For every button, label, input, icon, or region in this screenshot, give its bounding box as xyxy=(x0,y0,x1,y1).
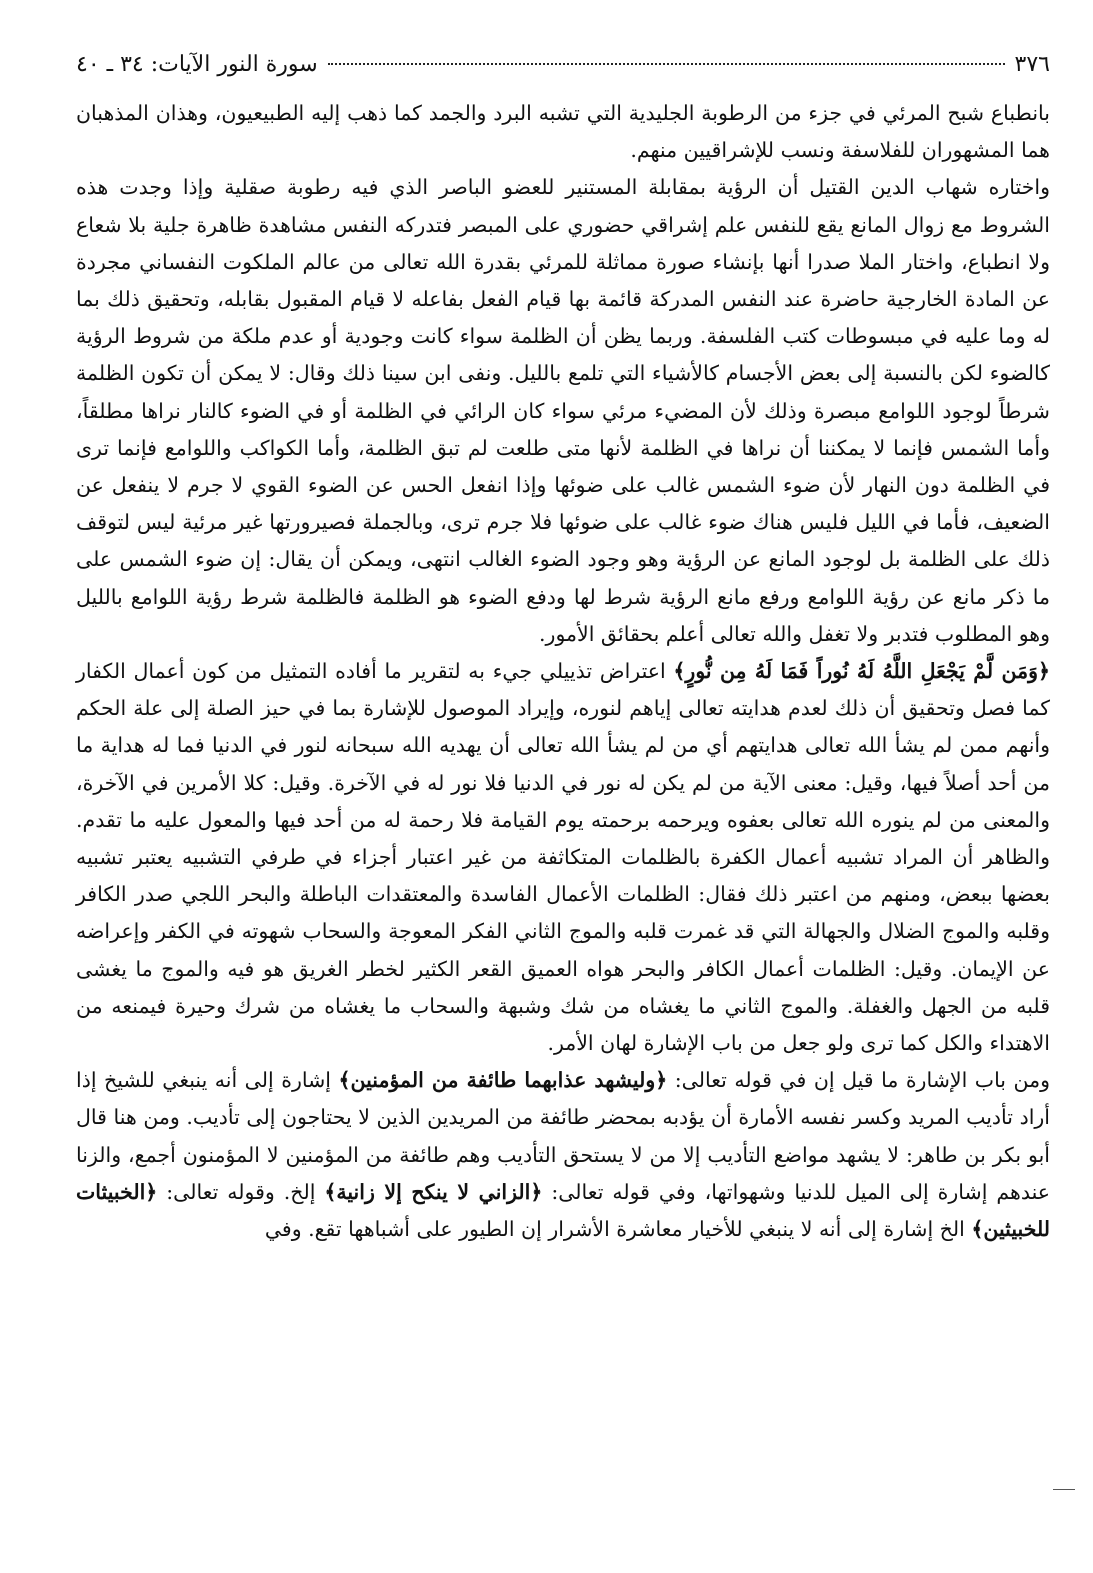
book-page xyxy=(76,52,1050,1248)
paragraph-text: ومن باب الإشارة ما قيل إن في قوله تعالى: xyxy=(667,1068,1050,1093)
paragraph: واختاره شهاب الدين القتيل أن الرؤية بمقابلة المستنير للعضو الباصر الذي فيه رطوبة صقلية وإذا وجدت هذه الشروط مع زوال المانع يقع للنفس علم إشراقي حضوري على المبصر فتدركه النفس مشاهدة ظاهرة جلية بلا شعاع ولا انطباع، واختار الملا صدرا أنها بإنشاء صورة مماثلة للمرئي بقدرة الله تعالى من عالم الملكوت النفساني مجردة عن المادة الخارجية حاضرة عند النفس المدركة قائمة بها قيام الفعل بفاعله لا قيام المقبول بقابله، وتحقيق ذلك بما له وما عليه في مبسوطات كتب الفلسفة. وربما يظن أن الظلمة سواء كانت وجودية أو عدم ملكة من شروط الرؤية كالضوء لكن بالنسبة إلى بعض الأجسام كالأشياء التي تلمع بالليل. ونفى ابن سينا ذلك وقال: لا يمكن أن تكون الظلمة شرطاً لوجود اللوامع مبصرة وذلك لأن المضيء مرئي سواء كان الرائي في الظلمة أو في الضوء كالنار نراها مطلقاً، وأما الشمس فإنما لا يمكننا أن نراها في الظلمة لأنها متى طلعت لم تبق الظلمة، وأما الكواكب واللوامع فإنما ترى في الظلمة دون النهار لأن ضوء الشمس غالب على ضوئها وإذا انفعل الحس عن الضوء القوي لا جرم لا ينفعل عن الضعيف، فأما في الليل فليس هناك ضوء غالب على ضوئها فلا جرم ترى، وبالجملة فصيرورتها غير مرئية ليس لتوقف ذلك على الظلمة بل لوجود المانع عن الرؤية وهو وجود الضوء الغالب انتهى، ويمكن أن يقال: إن ضوء الشمس على ما ذكر مانع عن رؤية اللوامع ورفع مانع الرؤية شرط لها ودفع الضوء هو الظلمة فالظلمة شرط رؤية اللوامع بالليل وهو المطلوب فتدبر ولا تغفل والله تعالى أعلم بحقائق الأمور. xyxy=(76,175,1051,646)
paragraph: بانطباع شبح المرئي في جزء من الرطوبة الجليدية التي تشبه البرد والجمد كما ذهب إليه الطبيعيون، وهذان المذهبان هما المشهوران للفلاسفة ونسب للإشراقيين منهم. xyxy=(76,101,1050,163)
paragraph-text: إلخ. وقوله تعالى: xyxy=(157,1179,325,1204)
page-header xyxy=(76,52,1050,95)
dotted-leader xyxy=(328,63,1005,65)
scan-edge-mark xyxy=(1053,1489,1075,1490)
running-title: سورة النور الآيات: ٣٤ ـ ٤٠ xyxy=(76,52,318,77)
quran-verse: ﴿الزاني لا ينكح إلا زانية﴾ xyxy=(324,1179,543,1204)
paragraph-text: إشارة إلى أنه ينبغي للشيخ إذا أراد تأديب المريد وكسر نفسه الأمارة أن يؤدبه بمحضر طائفة من المريدين الذين لا يحتاجون إلى تأديب. ومن هنا قال أبو بكر بن طاهر: لا يشهد مواضع التأديب إلا من لا يستحق التأديب وهم طائفة من المؤمنين لا المؤمنون أجمع، والزنا عندهم إشارة إلى الميل للدنيا وشهواتها، وفي قوله تعالى: xyxy=(76,1068,1050,1204)
quran-verse: ﴿الخبيثات للخبيثين﴾ xyxy=(76,1179,1050,1242)
page-number: ٣٧٦ xyxy=(1014,52,1050,77)
paragraph xyxy=(76,653,1050,1062)
quran-verse: ﴿وليشهد عذابهما طائفة من المؤمنين﴾ xyxy=(338,1068,668,1093)
quran-verse: ﴿وَمَن لَّمْ يَجْعَلِ اللَّهُ لَهُ نُوراً فَمَا لَهُ مِن نُّورٍ﴾ xyxy=(673,659,1050,684)
paragraph xyxy=(76,1062,1050,1248)
paragraph-text: الخ إشارة إلى أنه لا ينبغي للأخيار معاشرة الأشرار إن الطيور على أشباهها تقع. وفي xyxy=(264,1217,972,1242)
paragraph-text: اعتراض تذييلي جيء به لتقرير ما أفاده التمثيل من كون أعمال الكفار كما فصل وتحقيق أن ذلك لعدم هدايته تعالى إياهم لنوره، وإيراد الموصول للإشارة بما في حيز الصلة إلى علة الحكم وأنهم ممن لم يشأ الله تعالى هدايتهم أي من لم يشأ الله تعالى أن يهديه الله سبحانه لنور في الدنيا فما له هداية ما من أحد أصلاً فيها، وقيل: معنى الآية من لم يكن له نور في الدنيا فلا نور له في الآخرة. وقيل: كلا الأمرين في الآخرة، والمعنى من لم ينوره الله تعالى بعفوه ويرحمه برحمته يوم القيامة فلا رحمة له من أحد فيها والمعول عليه ما تقدم. والظاهر أن المراد تشبيه أعمال الكفرة بالظلمات المتكاثفة من غير اعتبار أجزاء في طرفي التشبيه يعتبر تشبيه بعضها ببعض، ومنهم من اعتبر ذلك فقال: الظلمات الأعمال الفاسدة والمعتقدات الباطلة والبحر اللجي صدر الكافر وقلبه والموج الضلال والجهالة التي قد غمرت قلبه والموج الثاني الفكر المعوجة والسحاب شهوته في الكفر وإعراضه عن الإيمان. وقيل: الظلمات أعمال الكافر والبحر هواه العميق القعر الكثير لخطر الغريق هو فيه والموج ما يغشى قلبه من الجهل والغفلة. والموج الثاني ما يغشاه من شك وشبهة والسحاب ما يغشاه من شرك وحيرة فيمنعه من الاهتداء والكل كما ترى ولو جعل من باب الإشارة لهان الأمر. xyxy=(76,659,1050,1056)
